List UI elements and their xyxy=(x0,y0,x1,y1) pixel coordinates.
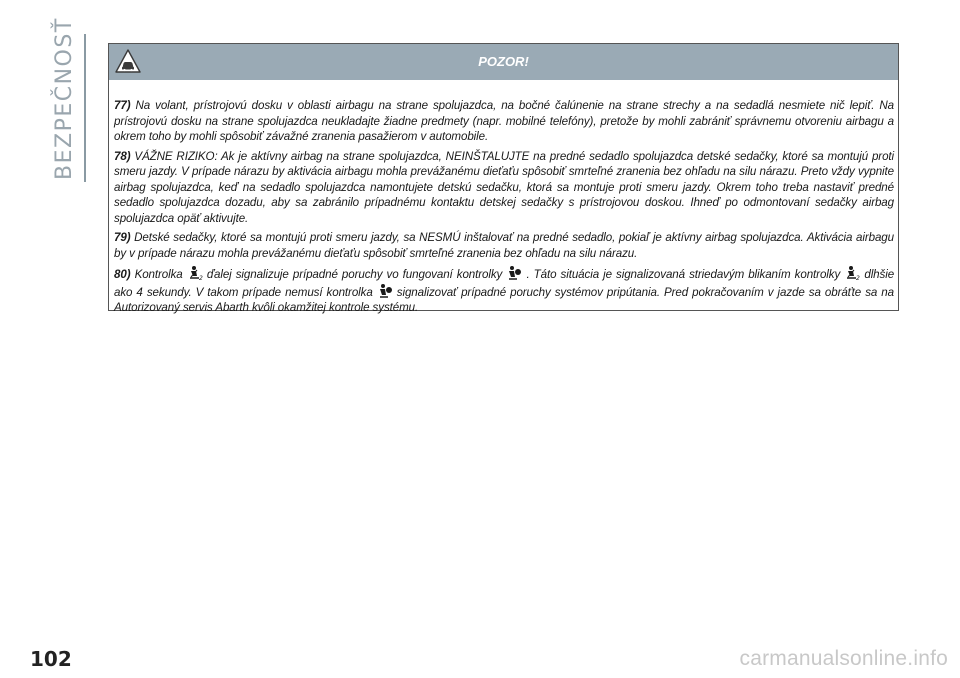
note-text: signalizovať prípadné poruchy systémov pripútania. Pred pokračovaním v jazde sa obráťte sa na Autorizovaný servis Abarth kvôli okamžitej kontrole systému. xyxy=(114,285,894,314)
warning-header xyxy=(109,44,898,80)
note-text: VÁŽNE RIZIKO: Ak je aktívny airbag na strane spolujazdca, NEINŠTALUJTE na predné sedadlo spolujazdca detské sedačky, ktoré sa montujú proti smeru jazdy. V prípade nárazu by aktivácia airbagu mohla prevážanému dieťaťu spôsobiť smrteľné zranenia bez ohľadu na silu nárazu. Preto vždy vypnite airbag spolujazdca, keď na sedadlo spolujazdca namontujete detskú sedačku, ktorá sa montuje proti smeru jazdy. Okrem toho treba nastaviť predné sedadlo spolujazdca dozadu, aby sa zabránilo prípadnému kontaktu detskej sedačky s prístrojovou doskou. Ihneď po odmontovaní sedačky airbag spolujazdca opäť aktivujte. xyxy=(114,149,895,225)
warning-body xyxy=(109,80,898,316)
seat-belt-pretensioner-icon xyxy=(844,265,860,281)
warning-box xyxy=(108,43,899,314)
svg-text:2: 2 xyxy=(856,275,860,281)
note-78 xyxy=(114,149,894,227)
note-text: ďalej signalizuje prípadné poruchy vo fungovaní kontrolky xyxy=(206,268,503,281)
watermark: carmanualsonline.info xyxy=(739,647,948,670)
note-text: Na volant, prístrojovú dosku v oblasti airbagu na strane spolujazdca, na bočné čalúnenie na strane strechy a na sedadlá nesmiete nič lepiť. Na prístrojovú dosku na strane spolujazdca neukladajte žiadne predmety (napr. mobilné telefóny), pretože by mohli zabrániť správnemu otvoreniu airbagu a okrem toho by mohli spôsobiť závažné zranenia pasažierom v automobile. xyxy=(114,99,894,143)
note-text: Kontrolka xyxy=(134,268,183,281)
note-text: . Táto situácia je signalizovaná striedavým blikaním kontrolky xyxy=(526,268,841,281)
page-number: 102 xyxy=(30,647,72,671)
svg-text:2: 2 xyxy=(198,275,203,281)
note-80 xyxy=(114,265,894,316)
note-text: Detské sedačky, ktoré sa montujú proti smeru jazdy, sa NESMÚ inštalovať na predné sedadlo, pokiaľ je aktívny airbag spolujazdca. Aktivácia airbagu by v prípade nárazu mohla prevážanému dieťaťu spôsobiť smrteľné zranenia bez ohľadu na silu nárazu. xyxy=(114,231,895,260)
note-number: 78) xyxy=(114,149,131,163)
warning-title: POZOR! xyxy=(478,54,529,69)
airbag-icon xyxy=(377,283,393,299)
note-number: 77) xyxy=(114,99,131,112)
section-title: BEZPEČNOSŤ xyxy=(52,17,77,180)
airbag-icon xyxy=(506,265,522,281)
note-number: 79) xyxy=(114,231,131,244)
note-text: dlhšie ako 4 sekundy. V takom prípade nemusí kontrolka xyxy=(114,268,895,299)
note-number: 80) xyxy=(114,268,131,281)
note-79 xyxy=(114,230,894,261)
section-divider xyxy=(84,34,86,182)
seat-belt-pretensioner-icon xyxy=(187,265,203,281)
note-77 xyxy=(114,98,894,145)
